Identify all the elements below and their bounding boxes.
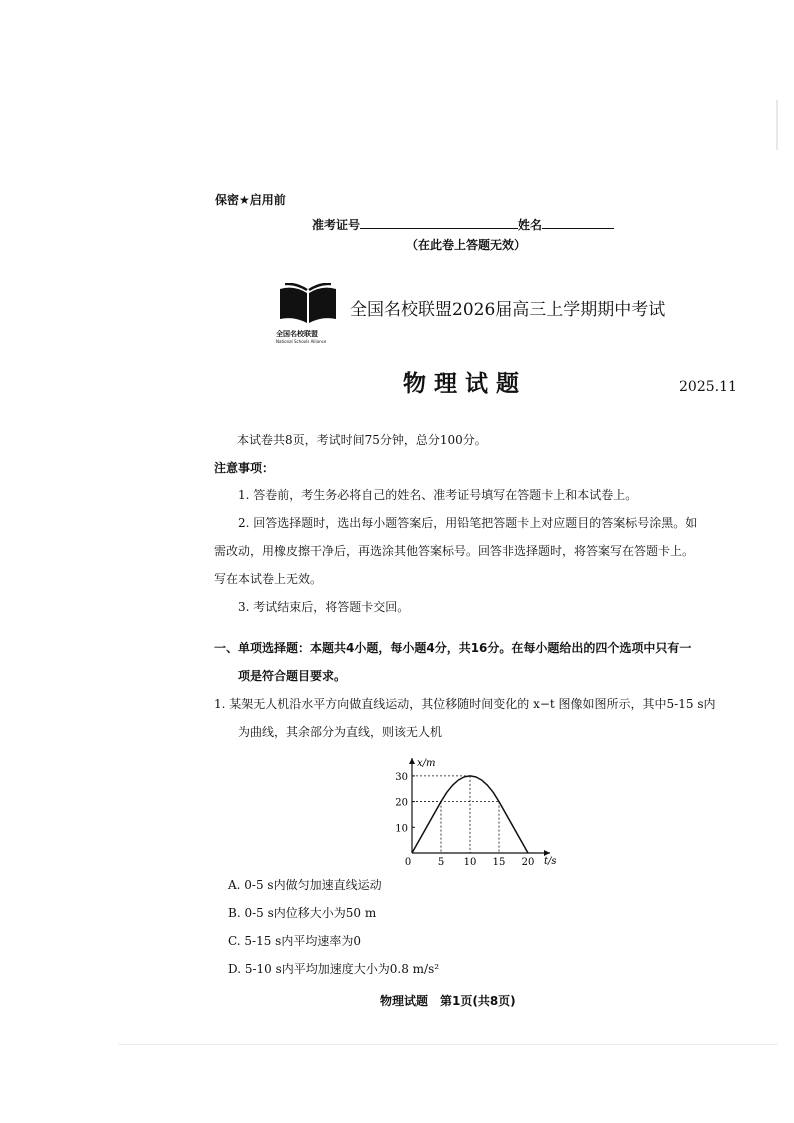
- y-tick-label: 10: [395, 823, 408, 835]
- exam-intro: 本试卷共8页，考试时间75分钟，总分100分。: [237, 433, 487, 447]
- notes-item-3: 3. 考试结束后，将答题卡交回。: [238, 600, 410, 614]
- exam-title: 全国名校联盟2026届高三上学期期中考试: [350, 300, 666, 320]
- x-tick-label: 15: [492, 857, 506, 868]
- notes-item-2: 2. 回答选择题时，选出每小题答案后，用铅笔把答题卡上对应题目的答案标号涂黑。如: [238, 516, 698, 530]
- notes-item-2-end: 写在本试卷上无效。: [214, 572, 323, 586]
- section-heading-cont: 项是符合题目要求。: [238, 669, 347, 683]
- notes-heading: 注意事项：: [214, 461, 275, 475]
- x-tick-label: 0: [404, 857, 412, 868]
- name-field[interactable]: [542, 216, 614, 229]
- x-tick-label: 20: [521, 857, 535, 868]
- page-footer: 物理试题 第1页(共8页): [380, 994, 516, 1008]
- scan-bottom-line: [118, 1044, 778, 1045]
- exam-id-field[interactable]: [360, 216, 518, 229]
- alliance-logo: [276, 283, 340, 345]
- section-heading: 一、单项选择题：本题共4小题，每小题4分，共16分。在每小题给出的四个选项中只有一: [214, 641, 692, 655]
- y-axis-label: x/m: [417, 758, 436, 769]
- scan-edge-mark: [776, 100, 778, 150]
- exam-date: 2025.11: [679, 379, 737, 395]
- option-d[interactable]: D. 5-10 s内平均加速度大小为0.8 m/s²: [228, 962, 440, 976]
- xt-graph: [380, 752, 560, 870]
- logo-name-cn: 全国名校联盟: [276, 330, 318, 338]
- y-tick-label: 20: [395, 797, 408, 809]
- open-book-icon: [276, 283, 340, 325]
- exam-id-row: [312, 216, 614, 232]
- x-axis-label: t/s: [544, 856, 557, 867]
- y-tick-label: 30: [395, 771, 408, 783]
- notes-item-2-cont: 需改动，用橡皮擦干净后，再选涂其他答案标号。回答非选择题时，将答案写在答题卡上。: [214, 544, 695, 558]
- option-c[interactable]: C. 5-15 s内平均速率为0: [228, 934, 361, 948]
- option-a[interactable]: A. 0-5 s内做匀加速直线运动: [228, 878, 382, 892]
- invalid-note: （在此卷上答题无效）: [406, 238, 527, 252]
- y-axis-arrow: [409, 758, 415, 764]
- x-tick-label: 10: [463, 857, 477, 868]
- option-b[interactable]: B. 0-5 s内位移大小为50 m: [228, 906, 377, 920]
- x-tick-label: 5: [437, 857, 445, 868]
- question-1-stem-cont: 为曲线，其余部分为直线，则该无人机: [238, 725, 443, 739]
- logo-name-en: National Schools Alliance: [276, 339, 327, 344]
- notes-item-1: 1. 答卷前，考生务必将自己的姓名、准考证号填写在答题卡上和本试卷上。: [238, 488, 638, 502]
- question-1-stem: 1. 某架无人机沿水平方向做直线运动，其位移随时间变化的 x−t 图像如图所示，其中5-15 s内: [214, 697, 716, 711]
- exam-id-label: 准考证号: [312, 218, 361, 232]
- subject-title: 物 理 试 题: [403, 371, 520, 397]
- name-label: 姓名: [518, 218, 543, 232]
- confidential-mark: 保密★启用前: [215, 193, 286, 207]
